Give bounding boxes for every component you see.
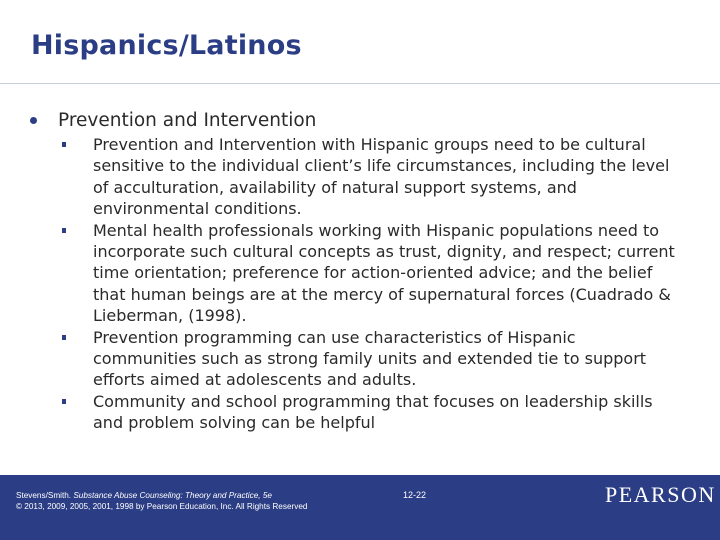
- list-item-text: Prevention programming can use characteristics of Hispanic communities such as strong family units and extended tie to support efforts aimed at adolescents and adults.: [93, 327, 647, 390]
- sub-bullet-list: [93, 134, 683, 434]
- square-bullet-icon: [62, 142, 66, 147]
- list-item-text: Prevention and Intervention with Hispanic groups need to be cultural sensitive to the individual client’s life circumstances, including the level of acculturation, availability of natural support systems, and environmental conditions.: [93, 135, 670, 219]
- title-divider: [0, 83, 720, 84]
- footer-copyright: © 2013, 2009, 2005, 2001, 1998 by Pearson Education, Inc. All Rights Reserved: [16, 502, 308, 511]
- list-item-text: Mental health professionals working with Hispanic populations need to incorporate such cultural concepts as trust, dignity, and respect; current time orientation; preference for action-oriented advice; and the belief that human beings are at the mercy of supernatural forces (Cuadrado & Lieberman, (1998).: [93, 220, 675, 326]
- list-item: [93, 134, 683, 220]
- list-item: [93, 327, 683, 391]
- footer-book-title: Substance Abuse Counseling: Theory and Practice, 5e: [73, 491, 272, 500]
- list-item-text: Community and school programming that focuses on leadership skills and problem solving can be helpful: [93, 391, 653, 433]
- list-item: [93, 220, 683, 327]
- footer-citation: [16, 491, 272, 500]
- slide-title: Hispanics/Latinos: [31, 30, 302, 61]
- page-number: 12-22: [403, 490, 427, 500]
- level1-bullet-icon: [30, 117, 37, 124]
- pearson-logo: PEARSON: [605, 482, 716, 507]
- square-bullet-icon: [62, 335, 66, 340]
- square-bullet-icon: [62, 399, 66, 404]
- square-bullet-icon: [62, 228, 66, 233]
- level1-heading: Prevention and Intervention: [58, 110, 317, 131]
- list-item: [93, 391, 683, 434]
- footer-authors: Stevens/Smith.: [16, 491, 74, 500]
